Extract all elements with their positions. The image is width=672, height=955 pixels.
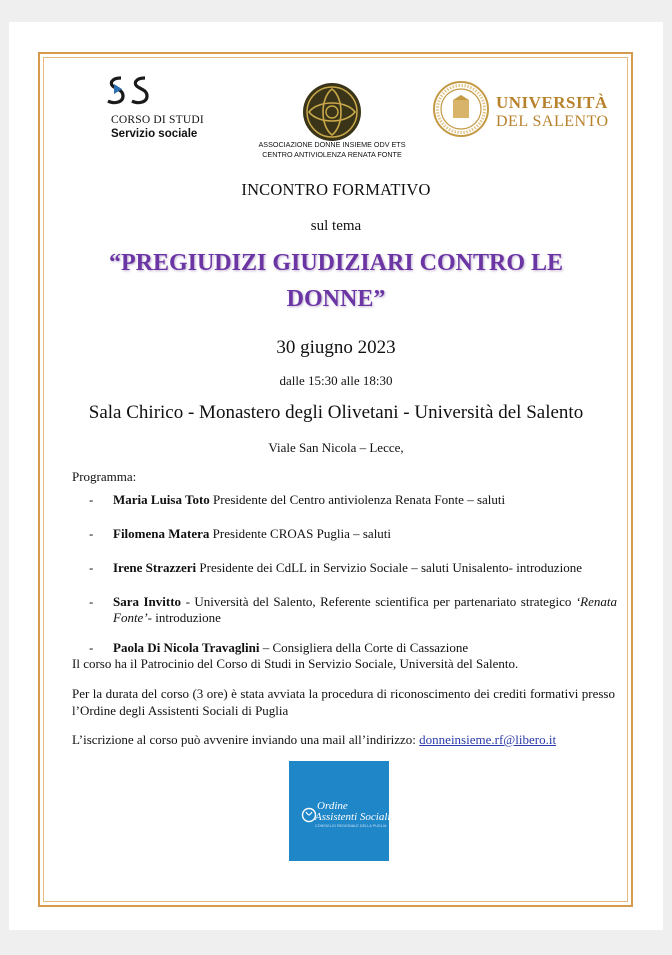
email-link[interactable]: donneinsieme.rf@libero.it [419, 732, 557, 747]
registration-text: L’iscrizione al corso può avvenire inviando una mail all’indirizzo: [72, 732, 420, 747]
patronage-note: Il corso ha il Patrocinio del Corso di Studi in Servizio Sociale, Università del Salento. [72, 656, 519, 671]
event-kind: INCONTRO FORMATIVO [241, 180, 431, 199]
associazione-line1: ASSOCIAZIONE DONNE INSIEME ODV ETS [258, 140, 406, 149]
program-label: Programma: [72, 469, 137, 484]
speaker-name: Filomena Matera [113, 526, 210, 541]
ordine-line2: Assistenti Sociali [315, 811, 391, 823]
university-seal-icon [432, 80, 490, 138]
event-date: 30 giugno 2023 [276, 337, 396, 358]
speaker-role-italic: ‘Renata Fonte’ [113, 594, 617, 625]
event-title-line1: “PREGIUDIZI GIUDIZIARI CONTRO LE [108, 250, 564, 276]
flyer-page [9, 22, 663, 930]
ordine-assistenti-sociali-logo [289, 761, 389, 861]
event-hours: dalle 15:30 alle 18:30 [279, 373, 393, 388]
speaker-name: Paola Di Nicola Travaglini [113, 640, 260, 655]
program-list [89, 492, 617, 656]
speaker-role: Presidente CROAS Puglia – saluti [209, 526, 392, 541]
corso-di-studi-logo [105, 74, 225, 144]
speaker-role: Presidente dei CdLL in Servizio Sociale – saluti Unisalento- introduzione [196, 560, 582, 575]
event-title-line2: DONNE” [286, 286, 386, 312]
event-venue: Sala Chirico - Monastero degli Olivetani - Università del Salento [88, 402, 584, 423]
universita-del-salento-logo [432, 80, 612, 140]
corso-di-studi-label: CORSO DI STUDI [111, 114, 204, 126]
speaker-role: Presidente del Centro antiviolenza Renata Fonte – saluti [209, 492, 506, 507]
speaker-name: Irene Strazzeri [113, 560, 197, 575]
speaker-role-tail: - introduzione [147, 610, 221, 625]
registration-note [72, 731, 615, 748]
speaker-name: Sara Invitto [113, 594, 182, 609]
program-item: - Irene Strazzeri Presidente dei CdLL in Servizio Sociale – saluti Unisalento- introduzione [89, 560, 582, 575]
associazione-line2: CENTRO ANTIVIOLENZA RENATA FONTE [262, 150, 402, 159]
program-item: - Maria Luisa Toto Presidente del Centro antiviolenza Renata Fonte – saluti [89, 492, 506, 507]
del-salento-label: DEL SALENTO [496, 113, 609, 130]
speaker-role: – Consigliera della Corte di Cassazione [259, 640, 469, 655]
topic-intro: sul tema [310, 218, 362, 234]
program-item: - Paola Di Nicola Travaglini – Consigliera della Corte di Cassazione [89, 640, 469, 655]
ordine-line3: CONSIGLIO REGIONALE DELLA PUGLIA [315, 824, 387, 828]
servizio-sociale-label: Servizio sociale [111, 128, 198, 140]
speaker-role: - Università del Salento, Referente scientifica per partenariato strategico [181, 594, 576, 609]
event-address: Viale San Nicola – Lecce, [268, 440, 404, 455]
program-item: - Filomena Matera Presidente CROAS Puglia – saluti [89, 526, 392, 541]
associazione-name [249, 140, 415, 160]
credits-note: Per la durata del corso (3 ore) è stata avviata la procedura di riconoscimento dei crediti formativi presso l’Ordine degli Assistenti Sociali di Puglia [72, 686, 615, 718]
associazione-emblem-icon [300, 80, 364, 144]
program-item: - Sara Invitto - Università del Salento, Referente scientifica per partenariato strategico ‘Renata Fonte’- introduzione [89, 594, 617, 625]
universita-label: UNIVERSITÀ [496, 93, 608, 112]
play-s-icon [105, 74, 165, 108]
speaker-name: Maria Luisa Toto [113, 492, 210, 507]
ordine-line1: Ordine [317, 800, 348, 812]
